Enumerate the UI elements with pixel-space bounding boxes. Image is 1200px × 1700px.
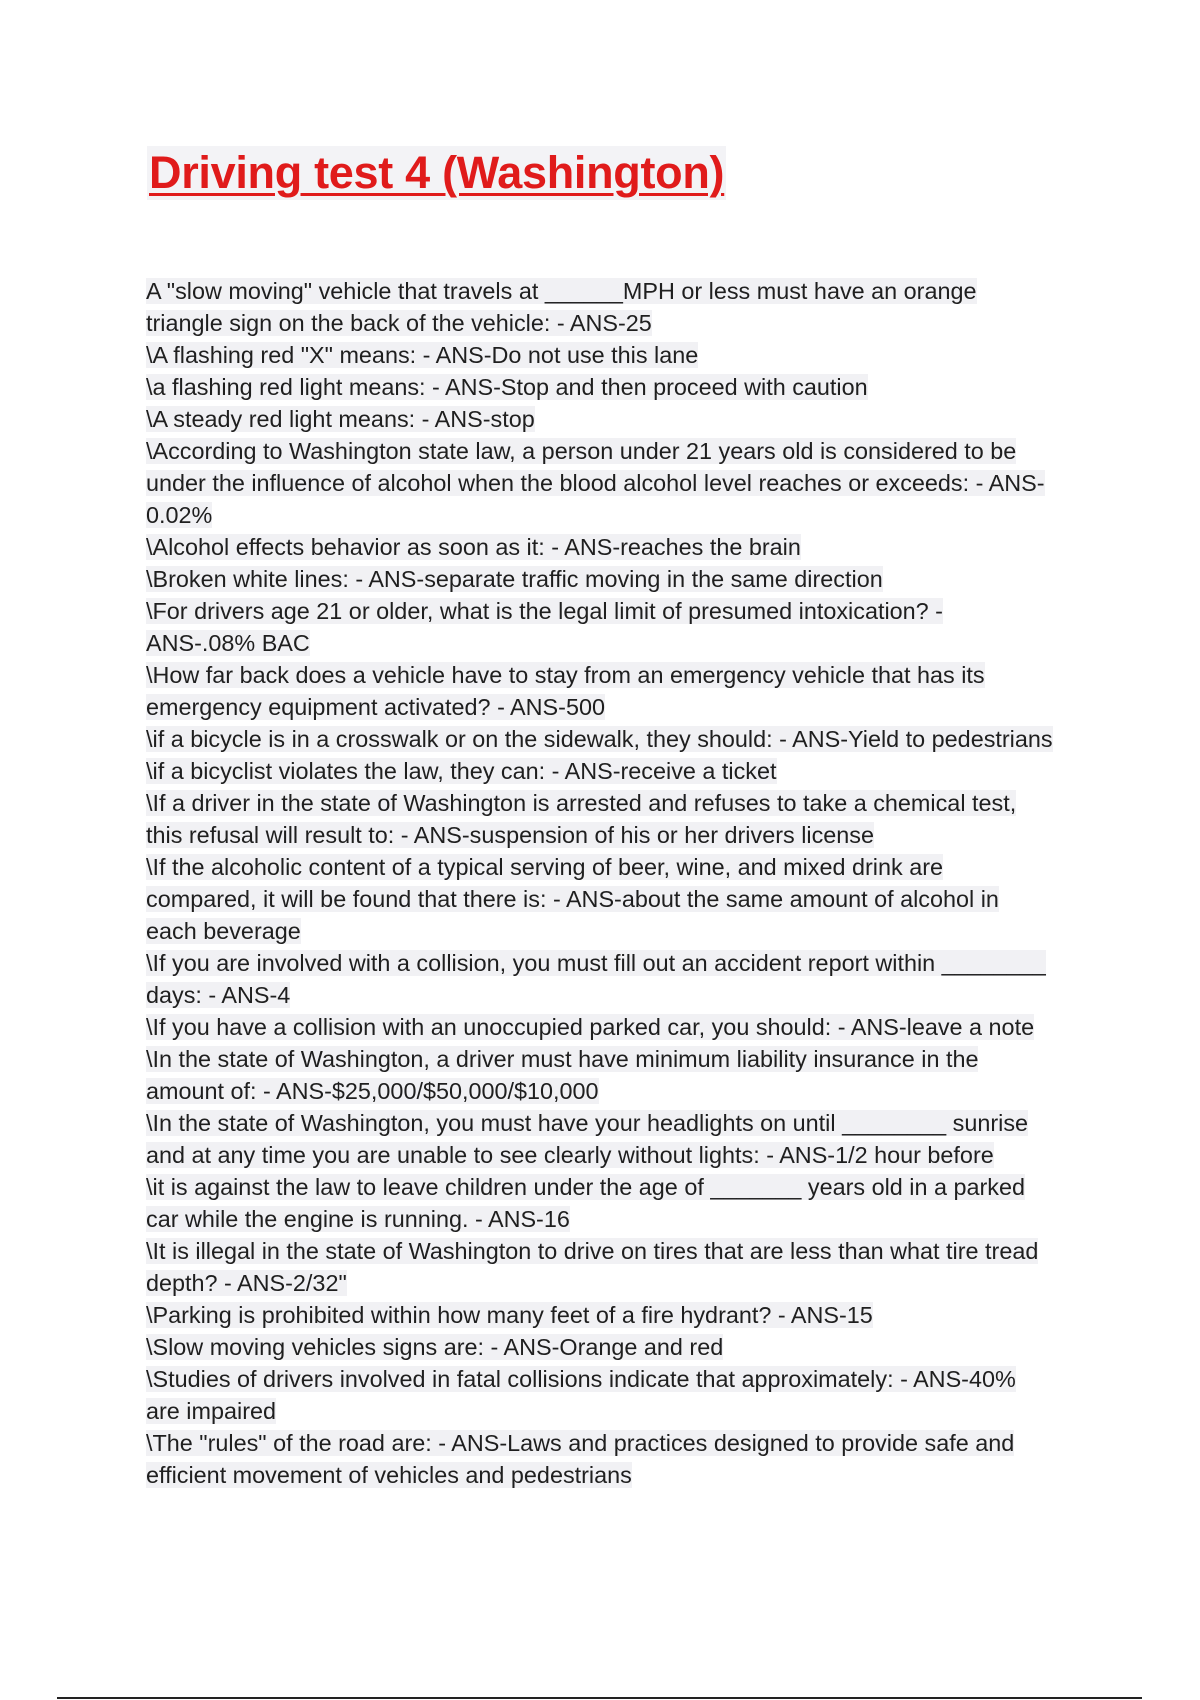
- question-answer-list: [146, 275, 1056, 1491]
- qa-text: \The "rules" of the road are: - ANS-Laws and practices designed to provide safe and efficient movement of vehicles and pedestrians: [146, 1430, 1015, 1488]
- qa-text: \In the state of Washington, a driver must have minimum liability insurance in the amount of: - ANS-$25,000/$50,000/$10,000: [146, 1046, 979, 1104]
- qa-text: \Parking is prohibited within how many feet of a fire hydrant? - ANS-15: [146, 1302, 873, 1328]
- qa-text: \if a bicycle is in a crosswalk or on the sidewalk, they should: - ANS-Yield to pedestrians: [146, 726, 1053, 752]
- qa-text: \If you are involved with a collision, you must fill out an accident report within ________ days: - ANS-4: [146, 950, 1046, 1008]
- qa-item-4: [146, 403, 1056, 435]
- qa-text: \For drivers age 21 or older, what is the legal limit of presumed intoxication? - ANS-.08% BAC: [146, 598, 943, 656]
- qa-item-20: [146, 1299, 1056, 1331]
- qa-item-1: [146, 275, 1056, 339]
- qa-item-15: [146, 1011, 1056, 1043]
- qa-item-16: [146, 1043, 1056, 1107]
- qa-text: \A steady red light means: - ANS-stop: [146, 406, 535, 432]
- qa-item-19: [146, 1235, 1056, 1299]
- qa-item-5: [146, 435, 1056, 531]
- qa-item-21: [146, 1331, 1056, 1363]
- qa-text: \If a driver in the state of Washington is arrested and refuses to take a chemical test, this refusal will result to: - ANS-suspension of his or her drivers license: [146, 790, 1017, 848]
- qa-item-6: [146, 531, 1056, 563]
- qa-text: \a flashing red light means: - ANS-Stop and then proceed with caution: [146, 374, 868, 400]
- document-title: Driving test 4 (Washington): [149, 147, 725, 198]
- qa-item-11: [146, 755, 1056, 787]
- qa-item-18: [146, 1171, 1056, 1235]
- qa-text: \A flashing red "X" means: - ANS-Do not use this lane: [146, 342, 699, 368]
- qa-text: \It is illegal in the state of Washington to drive on tires that are less than what tire tread depth? - ANS-2/32": [146, 1238, 1039, 1296]
- qa-item-22: [146, 1363, 1056, 1427]
- qa-item-13: [146, 851, 1056, 947]
- qa-text: \Slow moving vehicles signs are: - ANS-Orange and red: [146, 1334, 724, 1360]
- qa-item-12: [146, 787, 1056, 851]
- qa-text: \In the state of Washington, you must have your headlights on until ________ sunrise and at any time you are unable to see clearly without lights: - ANS-1/2 hour before: [146, 1110, 1029, 1168]
- qa-item-3: [146, 371, 1056, 403]
- qa-text: \it is against the law to leave children under the age of _______ years old in a parked car while the engine is running. - ANS-16: [146, 1174, 1026, 1232]
- footer-divider: [57, 1697, 1142, 1699]
- qa-text: \If the alcoholic content of a typical serving of beer, wine, and mixed drink are compared, it will be found that there is: - ANS-about the same amount of alcohol in each beverage: [146, 854, 999, 944]
- qa-item-23: [146, 1427, 1056, 1491]
- qa-item-14: [146, 947, 1056, 1011]
- qa-item-9: [146, 659, 1056, 723]
- qa-item-10: [146, 723, 1056, 755]
- qa-text: \If you have a collision with an unoccupied parked car, you should: - ANS-leave a note: [146, 1014, 1035, 1040]
- qa-item-17: [146, 1107, 1056, 1171]
- qa-text: \Studies of drivers involved in fatal collisions indicate that approximately: - ANS-40% are impaired: [146, 1366, 1016, 1424]
- qa-item-8: [146, 595, 1056, 659]
- qa-text: \According to Washington state law, a person under 21 years old is considered to be under the influence of alcohol when the blood alcohol level reaches or exceeds: - ANS-0.02%: [146, 438, 1045, 528]
- qa-item-2: [146, 339, 1056, 371]
- qa-text: A "slow moving" vehicle that travels at ______MPH or less must have an orange triangle sign on the back of the vehicle: - ANS-25: [146, 278, 977, 336]
- qa-text: \if a bicyclist violates the law, they can: - ANS-receive a ticket: [146, 758, 777, 784]
- qa-text: \Broken white lines: - ANS-separate traffic moving in the same direction: [146, 566, 883, 592]
- qa-item-7: [146, 563, 1056, 595]
- qa-text: \How far back does a vehicle have to stay from an emergency vehicle that has its emergency equipment activated? - ANS-500: [146, 662, 985, 720]
- qa-text: \Alcohol effects behavior as soon as it: - ANS-reaches the brain: [146, 534, 801, 560]
